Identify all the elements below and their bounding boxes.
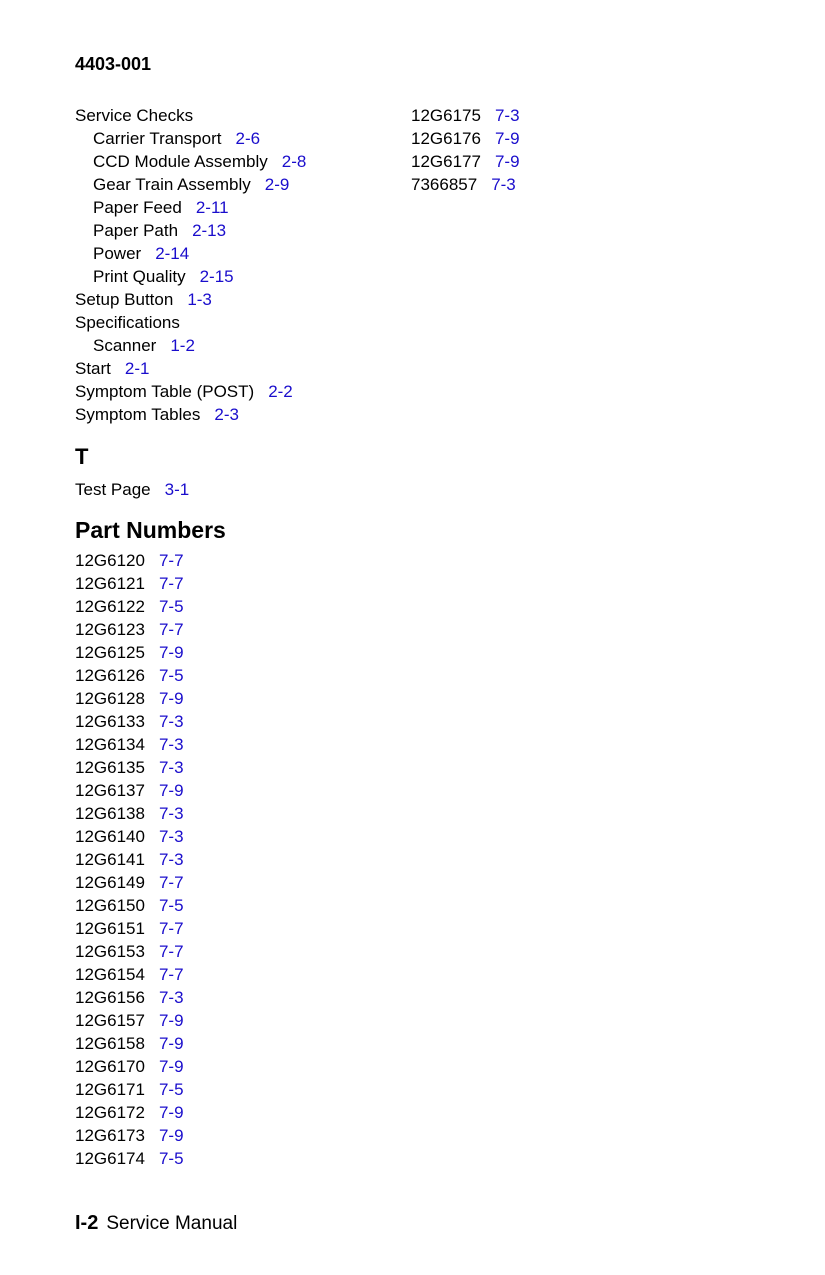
page-reference-link[interactable]: 7-9: [158, 1126, 184, 1145]
index-term: 12G6171: [75, 1080, 145, 1099]
index-term: Power: [93, 244, 142, 263]
part-numbers-list: [75, 549, 395, 1170]
index-entry: [75, 641, 395, 664]
page-reference-link[interactable]: 7-9: [158, 1103, 184, 1122]
page-reference-link[interactable]: 7-9: [494, 129, 520, 148]
part-numbers-list-continued: [411, 104, 711, 196]
index-term: 12G6158: [75, 1034, 145, 1053]
page-reference-link[interactable]: 1-3: [187, 290, 212, 309]
page-reference-link[interactable]: 2-14: [155, 244, 190, 263]
index-term: Setup Button: [75, 290, 174, 309]
index-letter-heading: T: [75, 444, 89, 469]
index-entry: [75, 196, 395, 219]
index-entry: [75, 219, 395, 242]
index-entry: [75, 380, 395, 403]
page-reference-link[interactable]: 7-3: [494, 106, 520, 125]
index-entry: [75, 848, 395, 871]
index-entry: [75, 986, 395, 1009]
index-entry: [75, 403, 395, 426]
index-term: 12G6134: [75, 735, 145, 754]
page-reference-link[interactable]: 7-7: [158, 919, 184, 938]
index-term: Specifications: [75, 313, 180, 332]
index-term: 12G6122: [75, 597, 145, 616]
page-reference-link[interactable]: 7-7: [158, 574, 184, 593]
index-entry: [75, 357, 395, 380]
page-reference-link[interactable]: 7-5: [158, 896, 184, 915]
page-reference-link[interactable]: 7-9: [158, 1057, 184, 1076]
index-entry: [75, 595, 395, 618]
index-entry: [75, 1101, 395, 1124]
index-term: Paper Feed: [93, 198, 182, 217]
index-entry: [75, 802, 395, 825]
index-entry: [75, 756, 395, 779]
index-entry: [75, 1032, 395, 1055]
index-term: 12G6172: [75, 1103, 145, 1122]
page-reference-link[interactable]: 7-3: [158, 850, 184, 869]
index-term: 12G6157: [75, 1011, 145, 1030]
index-term: 7366857: [411, 175, 478, 194]
index-term: 12G6120: [75, 551, 145, 570]
index-term: 12G6149: [75, 873, 145, 892]
index-entry: [75, 779, 395, 802]
page-reference-link[interactable]: 2-3: [214, 405, 239, 424]
index-entry: [75, 1078, 395, 1101]
index-entry: [75, 871, 395, 894]
page-reference-link[interactable]: 7-7: [158, 551, 184, 570]
page-reference-link[interactable]: 7-9: [158, 1011, 184, 1030]
page-reference-link[interactable]: 7-5: [158, 666, 184, 685]
page-reference-link[interactable]: 7-7: [158, 965, 184, 984]
page-reference-link[interactable]: 7-9: [158, 781, 184, 800]
index-entry: [75, 549, 395, 572]
index-term: 12G6121: [75, 574, 145, 593]
index-entry: [75, 265, 395, 288]
index-term: CCD Module Assembly: [93, 152, 268, 171]
page-reference-link[interactable]: 7-7: [158, 620, 184, 639]
index-term: 12G6151: [75, 919, 145, 938]
index-term: 12G6170: [75, 1057, 145, 1076]
index-term: 12G6154: [75, 965, 145, 984]
page-reference-link[interactable]: 7-3: [158, 804, 184, 823]
index-entry: [75, 618, 395, 641]
page-reference-link[interactable]: 7-3: [158, 735, 184, 754]
part-numbers-heading: Part Numbers: [75, 517, 226, 543]
index-term: 12G6126: [75, 666, 145, 685]
index-entry: [75, 572, 395, 595]
index-term: 12G6140: [75, 827, 145, 846]
index-term: 12G6174: [75, 1149, 145, 1168]
page-reference-link[interactable]: 7-3: [158, 827, 184, 846]
index-entry: [411, 127, 711, 150]
index-term: 12G6137: [75, 781, 145, 800]
page-reference-link[interactable]: 7-5: [158, 1149, 184, 1168]
index-entry: [411, 173, 711, 196]
index-column-left: [75, 104, 395, 1170]
index-entry: [75, 664, 395, 687]
index-entry: [75, 334, 395, 357]
index-entry: [75, 478, 395, 501]
index-term: 12G6150: [75, 896, 145, 915]
index-entry: [75, 894, 395, 917]
index-entry: [75, 288, 395, 311]
index-entry: [75, 1124, 395, 1147]
index-entry: [411, 150, 711, 173]
index-entry: [75, 127, 395, 150]
index-entry: [75, 825, 395, 848]
page-reference-link[interactable]: 7-9: [158, 1034, 184, 1053]
page-reference-link[interactable]: 2-15: [199, 267, 234, 286]
index-term: Print Quality: [93, 267, 186, 286]
index-entry: [75, 173, 395, 196]
page-reference-link[interactable]: 2-6: [235, 129, 261, 148]
page-reference-link[interactable]: 7-7: [158, 873, 184, 892]
index-term: Carrier Transport: [93, 129, 222, 148]
page-reference-link[interactable]: 2-13: [192, 221, 227, 240]
index-entry: [411, 104, 711, 127]
index-term: Gear Train Assembly: [93, 175, 251, 194]
index-entry: [75, 733, 395, 756]
page-reference-link[interactable]: 2-11: [195, 198, 229, 217]
index-term: 12G6177: [411, 152, 481, 171]
page-reference-link[interactable]: 7-5: [158, 597, 184, 616]
document-id: 4403-001: [75, 54, 152, 74]
index-term: 12G6125: [75, 643, 145, 662]
page-reference-link[interactable]: 7-9: [494, 152, 520, 171]
index-entry: [75, 940, 395, 963]
page-reference-link[interactable]: 7-7: [158, 942, 184, 961]
page-reference-link[interactable]: 7-5: [158, 1080, 184, 1099]
index-entry: [75, 710, 395, 733]
index-entries-t: [75, 478, 395, 501]
index-entry: [75, 104, 395, 127]
index-term: Service Checks: [75, 106, 194, 125]
page-reference-link[interactable]: 7-3: [491, 175, 516, 194]
index-entry: [75, 1147, 395, 1170]
index-entry: [75, 311, 395, 334]
page-reference-link[interactable]: 7-9: [158, 643, 184, 662]
index-column-right: [411, 104, 711, 196]
index-entry: [75, 1009, 395, 1032]
index-term: 12G6138: [75, 804, 145, 823]
index-term: Symptom Table (POST): [75, 382, 255, 401]
index-entry: [75, 150, 395, 173]
page-reference-link[interactable]: 3-1: [164, 480, 190, 499]
index-term: 12G6173: [75, 1126, 145, 1145]
index-term: 12G6135: [75, 758, 145, 777]
page-number: I-2: [75, 1212, 99, 1234]
index-term: 12G6176: [411, 129, 481, 148]
index-term: Symptom Tables: [75, 405, 201, 424]
page-reference-link[interactable]: 7-3: [158, 712, 184, 731]
index-term: Paper Path: [93, 221, 179, 240]
page-reference-link[interactable]: 2-8: [281, 152, 307, 171]
page-reference-link[interactable]: 2-9: [264, 175, 290, 194]
index-term: Start: [75, 359, 111, 378]
index-entry: [75, 963, 395, 986]
index-term: 12G6123: [75, 620, 145, 639]
index-term: Test Page: [75, 480, 151, 499]
index-term: 12G6156: [75, 988, 145, 1007]
page-footer: [75, 1212, 237, 1235]
index-term: 12G6141: [75, 850, 145, 869]
index-entry: [75, 1055, 395, 1078]
page-reference-link[interactable]: 1-2: [170, 336, 195, 355]
index-term: 12G6128: [75, 689, 145, 708]
manual-title: Service Manual: [106, 1213, 238, 1234]
index-entry: [75, 242, 395, 265]
index-entry: [75, 917, 395, 940]
index-term: Scanner: [93, 336, 157, 355]
page-reference-link[interactable]: 7-9: [158, 689, 184, 708]
page-reference-link[interactable]: 7-3: [158, 988, 184, 1007]
index-entries-s: [75, 104, 395, 426]
page-reference-link[interactable]: 7-3: [158, 758, 184, 777]
index-term: 12G6133: [75, 712, 145, 731]
index-term: 12G6175: [411, 106, 481, 125]
index-entry: [75, 687, 395, 710]
page-reference-link[interactable]: 2-1: [124, 359, 150, 378]
index-term: 12G6153: [75, 942, 145, 961]
page-reference-link[interactable]: 2-2: [268, 382, 293, 401]
